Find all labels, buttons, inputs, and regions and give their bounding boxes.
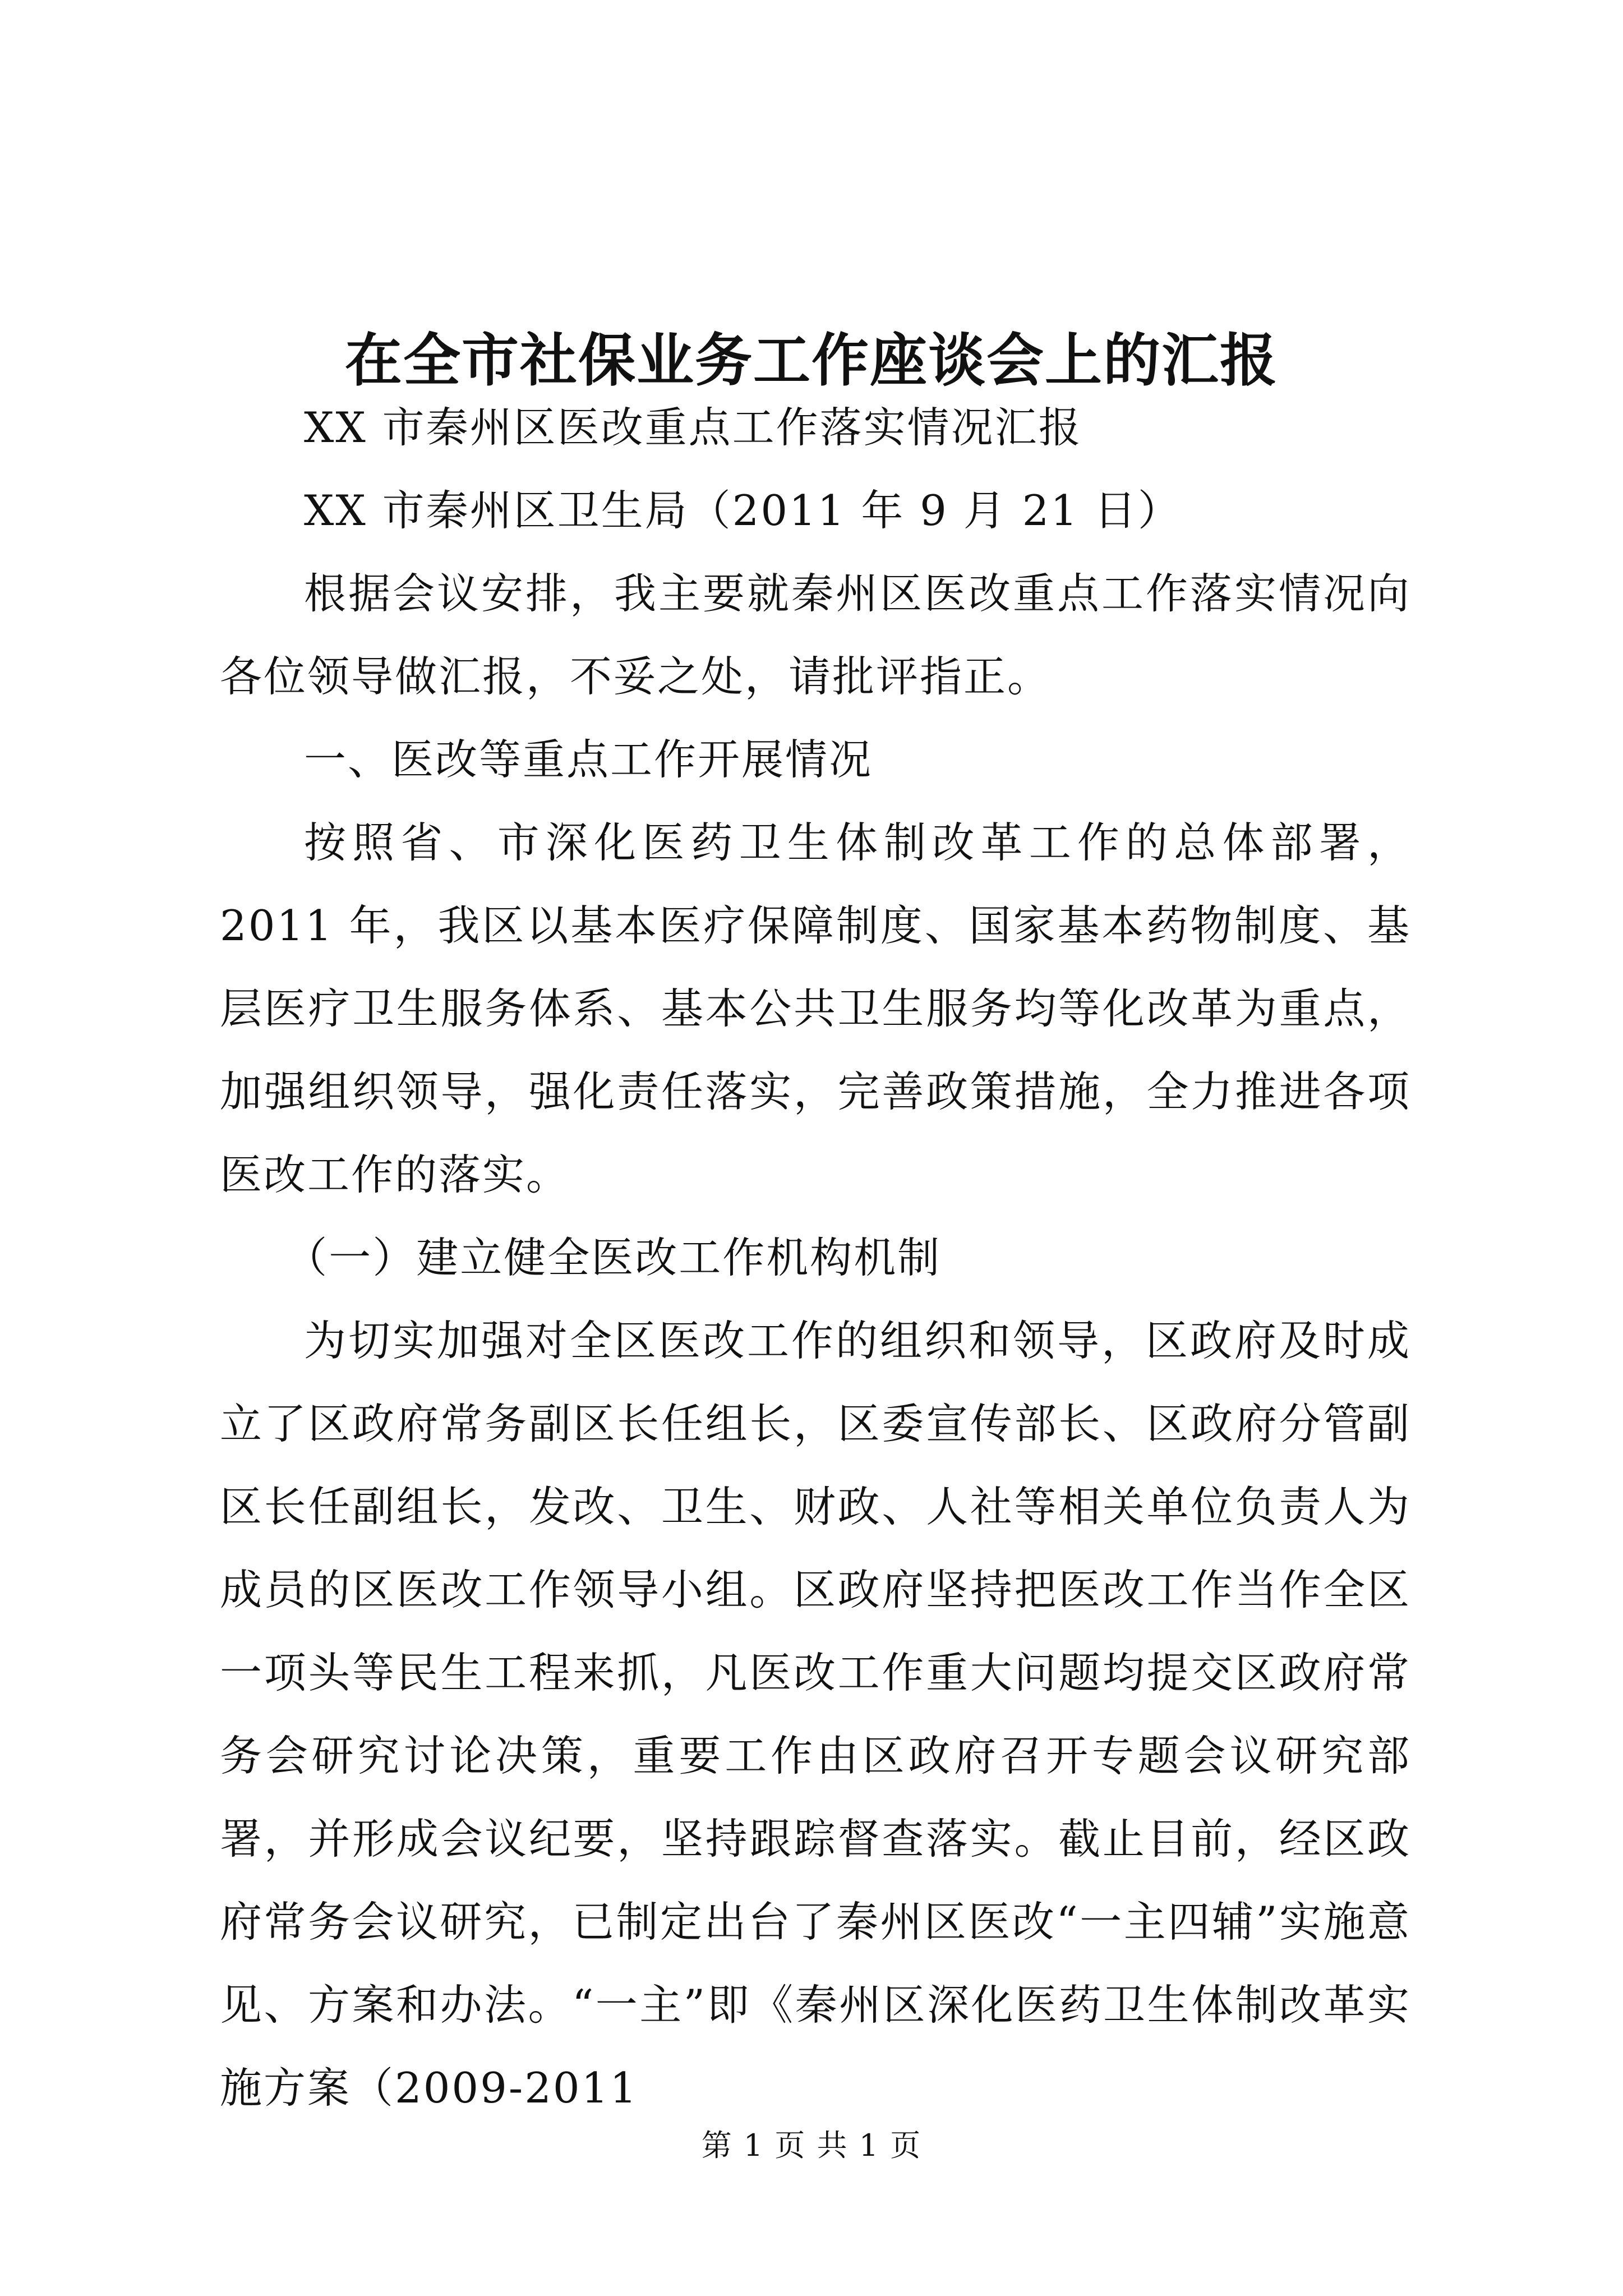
paragraph-report-subtitle: XX 市秦州区医改重点工作落实情况汇报 <box>304 403 1082 452</box>
document-title: 在全市社保业务工作座谈会上的汇报 <box>345 327 1278 395</box>
paragraph-section-1-body: 按照省、市深化医药卫生体制改革工作的总体部署，2011 年，我区以基本医疗保障制度、国家基本药物制度、基层医疗卫生服务体系、基本公共卫生服务均等化改革为重点，加强组织领导，强化责任落实，完善政策措施，全力推进各项医改工作的落实。 <box>220 818 1411 1199</box>
subsection-heading-1: （一）建立健全医改工作机构机制 <box>285 1233 942 1282</box>
paragraph-subsection-1-body: 为切实加强对全区医改工作的组织和领导，区政府及时成立了区政府常务副区长任组长，区委宣传部长、区政府分管副区长任副组长，发改、卫生、财政、人社等相关单位负责人为成员的区医改工作领导小组。区政府坚持把医改工作当作全区一项头等民生工程来抓，凡医改工作重大问题均提交区政府常务会研究讨论决策，重要工作由区政府召开专题会议研究部署，并形成会议纪要，坚持跟踪督查落实。截止目前，经区政府常务会议研究，已制定出台了秦州区医改“一主四辅”实施意见、方案和办法。“一主”即《秦州区深化医药卫生体制改革实施方案（2009-2011 <box>220 1316 1411 2113</box>
paragraph-issuer-date: XX 市秦州区卫生局（2011 年 9 月 21 日） <box>304 486 1182 535</box>
document-body <box>220 386 1411 2129</box>
section-heading-1: 一、医改等重点工作开展情况 <box>304 735 873 784</box>
paragraph-intro: 根据会议安排，我主要就秦州区医改重点工作落实情况向各位领导做汇报，不妥之处，请批评指正。 <box>220 569 1411 701</box>
page-footer: 第 1 页 共 1 页 <box>701 2128 922 2163</box>
